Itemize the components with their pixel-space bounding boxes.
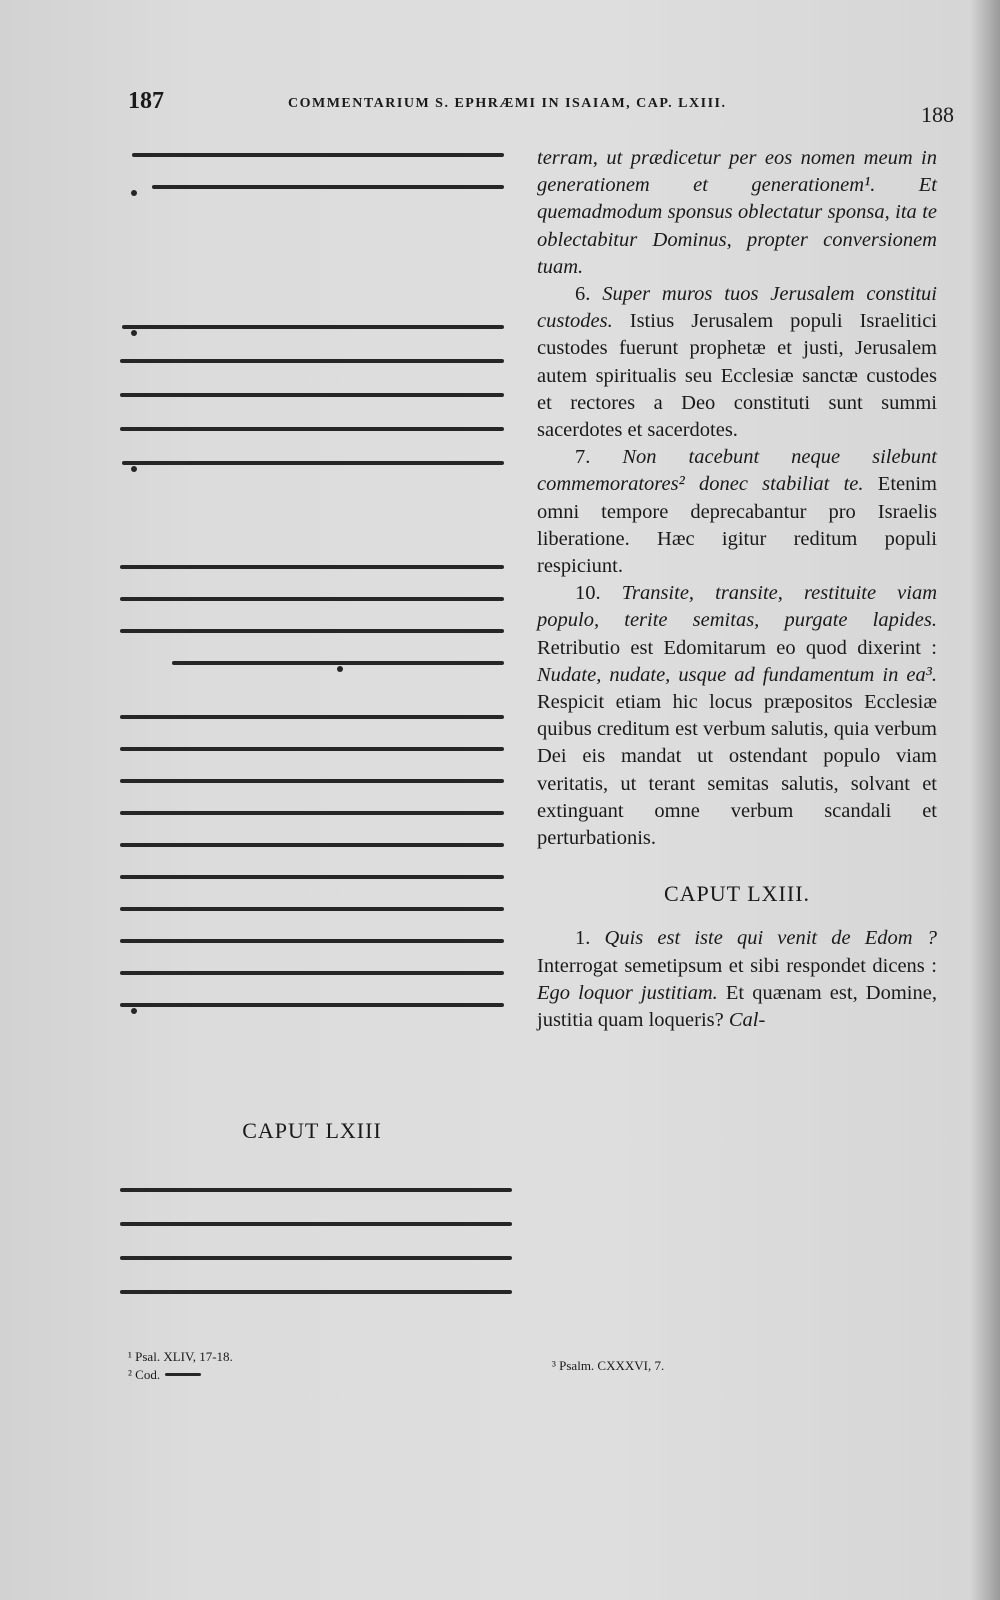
running-title: COMMENTARIUM S. EPHRÆMI IN ISAIAM, CAP. LXIII. (288, 96, 727, 111)
verse-quote: Transite, transite, restituite viam populo, terite semitas, purgate lapides. (537, 582, 938, 632)
page-number-left: 187 (128, 88, 164, 114)
latin-text: terram, ut prædicetur per eos nomen meum in generationem et generationem¹. Et quemadmodum sponsus oblectatur sponsa, ita te oblectabitur Dominus, propter conversionem tuam. (537, 147, 937, 278)
commentary-text: Respicit etiam hic locus præpositos Ecclesiæ quibus creditum est verbum salutis, quia verbum Dei eis mandat ut ostendant populo viam veritatis, ut terant semitas salutis, solvant et extinguant omne verbum scandali et perturbationis. (537, 691, 937, 850)
verse-quote: Nudate, nudate, usque ad fundamentum in ea³. (537, 663, 937, 686)
syriac-text-block (112, 145, 512, 1145)
caput-heading: CAPUT LXIII. (663, 881, 811, 907)
verse-quote: Non tacebunt neque silebunt commemoratores² donec stabiliat te. (537, 446, 937, 496)
syriac-text-block-2 (120, 1170, 512, 1330)
latin-column (537, 145, 937, 1034)
footnote: ¹ Psal. XLIV, 17-18. (128, 1349, 233, 1364)
verse-number: 6. (575, 283, 591, 306)
footnotes-right (552, 1357, 664, 1375)
footnote-text: ² Cod. (128, 1367, 161, 1382)
paragraph (537, 580, 937, 852)
verse-quote: Cal- (728, 1009, 766, 1032)
verse-quote: Super muros tuos Jerusalem constitui custodes. (537, 283, 937, 333)
verse-number: 10. (575, 582, 601, 605)
paragraph (537, 444, 937, 580)
commentary-text: Retributio est Edomitarum eo quod dixerint : (537, 636, 937, 659)
paragraph (537, 281, 937, 444)
verse-number: 7. (575, 446, 591, 469)
syriac-caput-heading: CAPUT LXIII (242, 1118, 382, 1143)
running-header (128, 88, 954, 128)
verse-quote: Ego loquor justitiam. (537, 981, 718, 1004)
commentary-text: Interrogat semetipsum et sibi respondet dicens : (537, 954, 937, 977)
verse-number: 1. (575, 927, 591, 950)
verse-quote: Quis est iste qui venit de Edom ? (604, 927, 937, 950)
page-number-right: 188 (921, 102, 954, 127)
commentary-text: Istius Jerusalem populi Israelitici custodes fuerunt prophetæ et justi, Jerusalem autem spiritualis seu Ecclesiæ sanctæ custodes et rectores a Deo constituti sunt summi sacerdotes et sacerdotes. (537, 310, 937, 442)
paragraph (537, 145, 937, 281)
syriac-column (112, 145, 512, 1145)
footnote (128, 1366, 233, 1384)
syriac-word (163, 1369, 203, 1379)
paragraph (537, 925, 937, 1034)
commentary-text: Etenim omni tempore deprecabantur pro Israelis liberatione. Hæc igitur reditum populi respiciunt. (537, 473, 938, 578)
commentary-text: Et quænam est, Domine, justitia quam loqueris? (537, 981, 937, 1032)
footnote: ³ Psalm. CXXXVI, 7. (552, 1358, 665, 1373)
footnotes-left (128, 1348, 233, 1384)
